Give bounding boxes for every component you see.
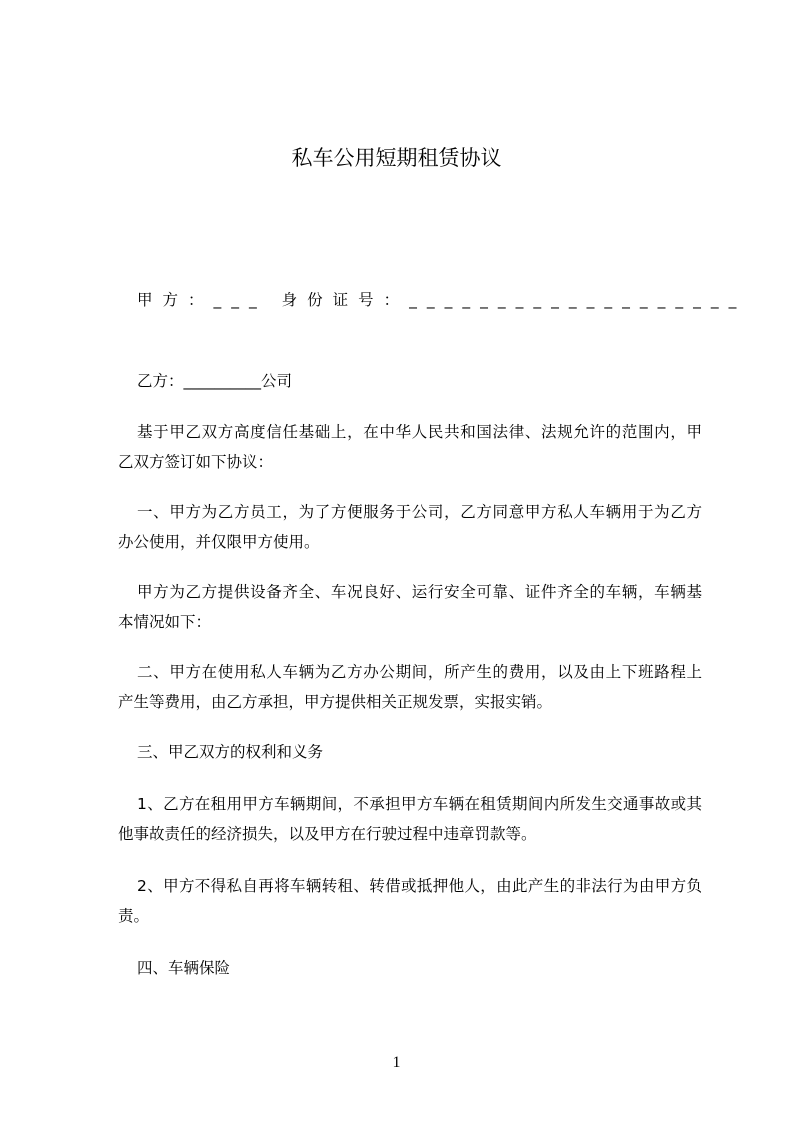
paragraph-line: 基于甲乙双方高度信任基础上，在中华人民共和国法律、法规允许的范围内，甲 [137,423,702,441]
paragraph-line: 他事故责任的经济损失，以及甲方在行驶过程中违章罚款等。 [118,825,537,843]
paragraph-line: 办公使用，并仅限甲方使用。 [118,533,320,551]
paragraph-clause-1 [118,497,702,557]
paragraph-line: 乙双方签订如下协议： [118,453,274,471]
paragraph-clause-3-2 [118,871,702,931]
paragraph-line: 本情况如下： [118,613,212,631]
paragraph-preamble [118,417,702,477]
heading-clause-3 [118,737,702,767]
heading-clause-4 [118,953,702,983]
party-b-company-field: 乙方：__________公司 [137,372,293,390]
paragraph-line: 产生等费用，由乙方承担，甲方提供相关正规发票，实报实销。 [118,693,553,711]
paragraph-vehicle-info [118,577,702,637]
paragraph-line: 二、甲方在使用私人车辆为乙方办公期间，所产生的费用，以及由上下班路程上 [137,663,702,681]
paragraph-line: 甲方为乙方提供设备齐全、车况良好、运行安全可靠、证件齐全的车辆，车辆基 [137,583,702,601]
party-a-line [137,285,747,315]
paragraph-line: 四、车辆保险 [137,959,231,977]
document-title: 私车公用短期租赁协议 [291,146,502,170]
paragraph-line: 2、甲方不得私自再将车辆转租、转借或抵押他人，由此产生的非法行为由甲方负 [137,877,702,895]
paragraph-line: 1、乙方在租用甲方车辆期间，不承担甲方车辆在租赁期间内所发生交通事故或其 [137,795,702,813]
paragraph-line: 三、甲乙双方的权利和义务 [137,743,324,761]
paragraph-line: 责。 [118,907,150,925]
paragraph-line: 一、甲方为乙方员工，为了方便服务于公司，乙方同意甲方私人车辆用于为乙方 [137,503,702,521]
party-a-id-field: 甲方：___ 身份证号：___________________ [137,291,747,309]
paragraph-clause-3-1 [118,789,702,849]
page-number: 1 [392,1054,401,1071]
paragraph-clause-2 [118,657,702,717]
party-b-line [137,366,721,396]
